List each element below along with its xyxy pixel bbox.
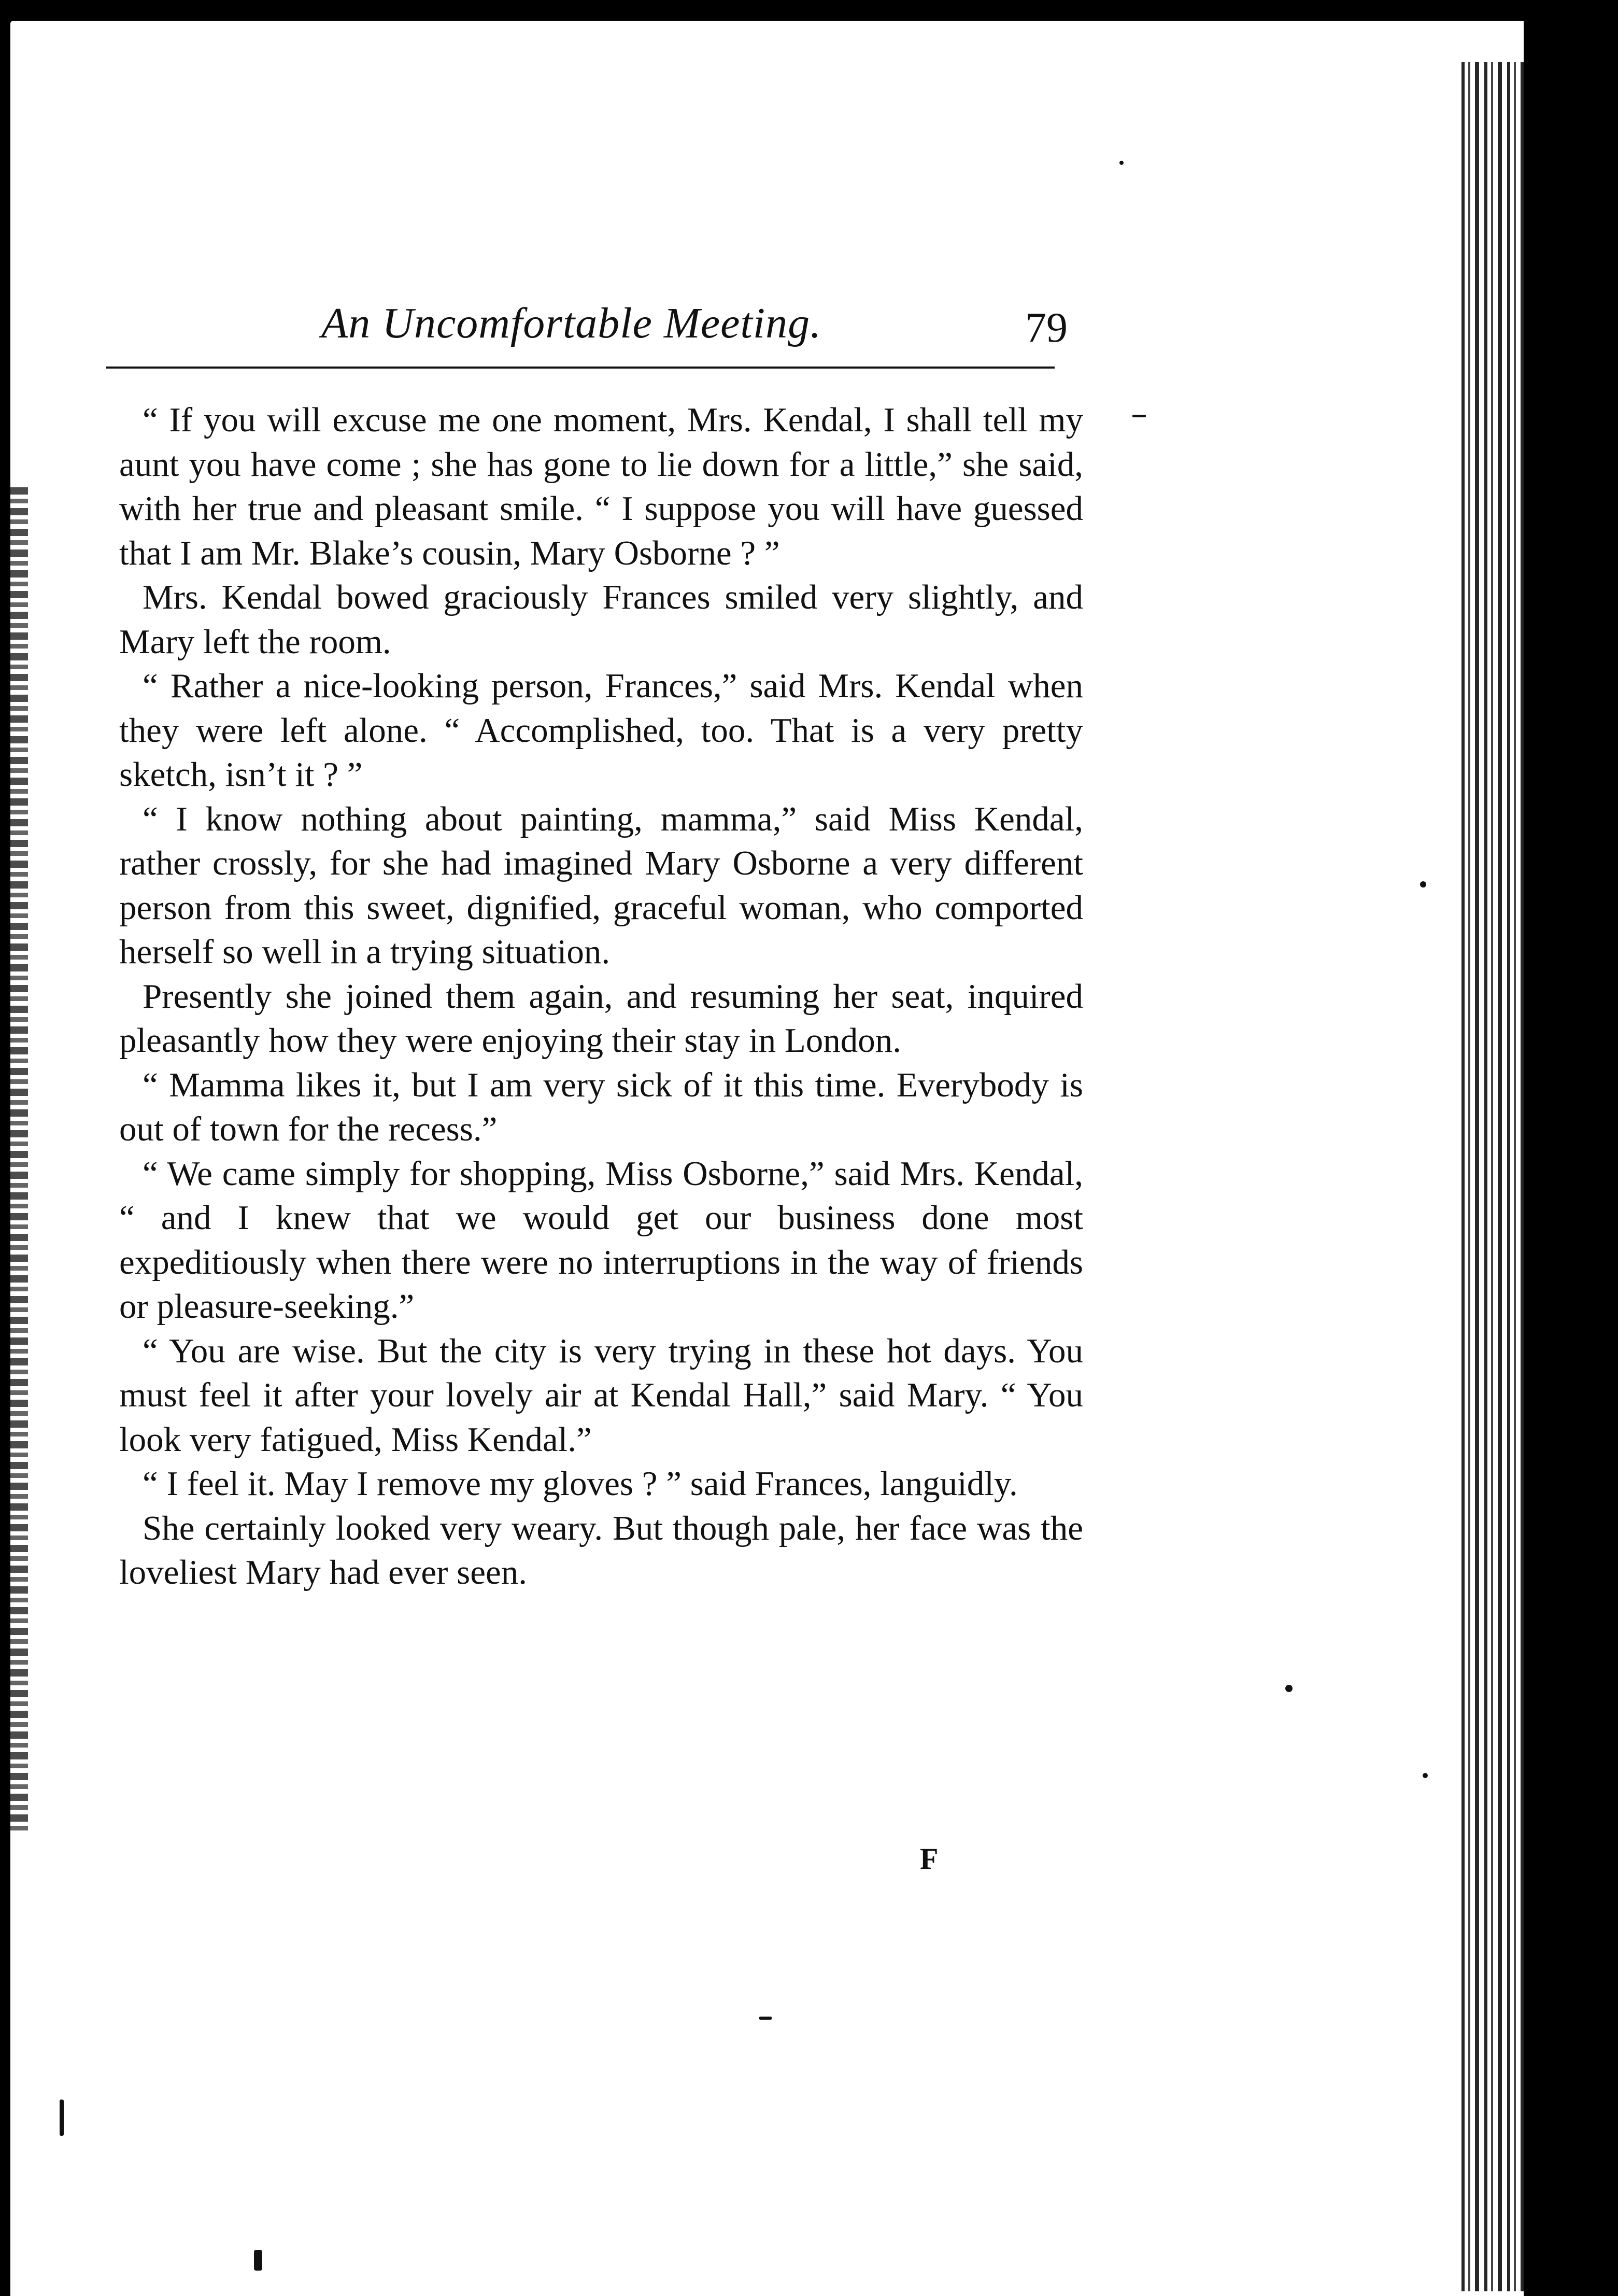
paragraph: “ I feel it. May I remove my gloves ? ” said Frances, languidly. [143,1464,1018,1503]
book-page [10,21,1524,2296]
paragraph: Presently she joined them again, and resuming her seat, inquired pleasantly how they were enjoying their stay in London. [119,977,1083,1060]
ink-speck [1132,415,1146,417]
body-text [119,398,1083,1595]
ink-speck [1420,881,1426,888]
paragraph: “ Rather a nice-looking person, Frances,” said Mrs. Kendal when they were left alone. “ Accomplished, too. That is a very pretty sketch, isn’t it ? ” [119,667,1083,794]
right-page-stack-edge [1461,62,1524,2291]
paragraph: “ I know nothing about painting, mamma,” said Miss Kendal, rather crossly, for she had imagined Mary Osborne a very different person from this sweet, dignified, graceful woman, who comported herself so well in a trying situation. [119,799,1083,971]
header-rule [106,367,1055,369]
ink-speck [1119,161,1124,165]
running-title: An Uncomfortable Meeting. [321,299,822,347]
paragraph: “ If you will excuse me one moment, Mrs. Kendal, I shall tell my aunt you have come ; she has gone to lie down for a little,” she said, with her true and pleasant smile. “ I suppose you will have guessed that I am Mr. Blake’s cousin, Mary Osborne ? ” [119,401,1083,572]
ink-speck [1285,1685,1293,1692]
paragraph: “ We came simply for shopping, Miss Osborne,” said Mrs. Kendal, “ and I knew that we would get our business done most expeditiously when there were no interruptions in the way of friends or pleasure-seeking.” [119,1154,1083,1326]
paragraph: “ You are wise. But the city is very trying in these hot days. You must feel it after your lovely air at Kendal Hall,” said Mary. “ You look very fatigued, Miss Kendal.” [119,1331,1083,1459]
page-header [109,298,1068,355]
paragraph: She certainly looked very weary. But though pale, her face was the loveliest Mary had ever seen. [119,1509,1083,1591]
ink-speck [60,2100,64,2136]
paragraph: “ Mamma likes it, but I am very sick of it this time. Everybody is out of town for the recess.” [119,1065,1083,1148]
ink-speck [1423,1773,1428,1778]
paragraph: Mrs. Kendal bowed graciously Frances smiled very slightly, and Mary left the room. [119,578,1083,661]
left-binding-edge [10,487,28,1835]
page-number: 79 [1025,304,1068,351]
ink-speck [254,2250,262,2271]
signature-mark: F [920,1842,939,1876]
ink-speck [759,2017,772,2020]
scan-border [1597,0,1618,2296]
